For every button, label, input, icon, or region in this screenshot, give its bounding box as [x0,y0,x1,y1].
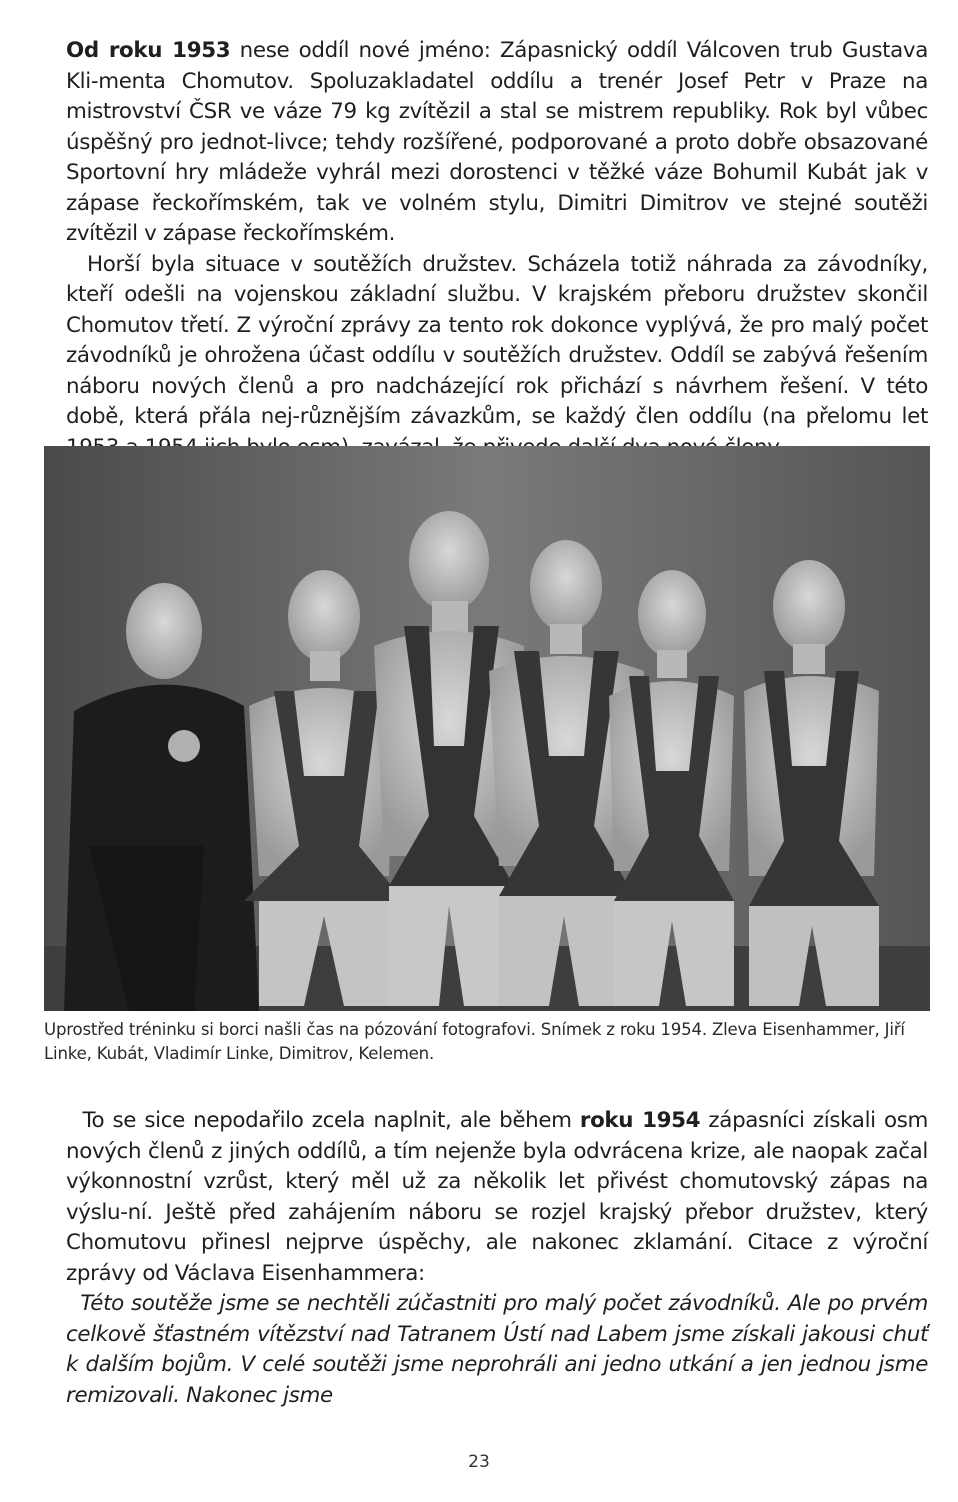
page-number: 23 [468,1452,490,1472]
photo-caption: Uprostřed tréninku si borci našli čas na pózování fotografovi. Snímek z roku 1954. Zleva Eisenhammer, Jiří Linke, Kubát, Vladimír Linke, Dimitrov, Kelemen. [44,1020,905,1063]
paragraph-3-rest: zápasníci získali osm nových členů z jiných oddílů, a tím nejenže byla odvrácena krize, ale naopak začal výkonnostní vzrůst, který měl už za několik let přivést chomutovský zápas na výslu-ní. Ještě před zahájením náboru se rozjel krajský přebor družstev, který Chomutovu přinesl nejprve úspěchy, ale nakonec zklamání. Citace z výroční zprávy od Václava Eisenhammera: [66,1108,928,1286]
paragraph-1 [66,36,928,250]
paragraph-3-start: To se sice nepodařilo zcela naplnit, ale během [82,1108,580,1133]
paragraph-2 [66,250,928,464]
paragraph-2-body: Horší byla situace v soutěžích družstev. Scházela totiž náhrada za závodníky, kteří odešli na vojenskou základní službu. V krajském přeboru družstev skončil Chomutov třetí. Z výroční zprávy za tento rok dokonce vyplývá, že pro malý počet závodníků je ohrožena účast oddílu v soutěžích družstev. Oddíl se zabývá řešením náboru nových členů a pro nadcházející rok přichází s návrhem řešení. V této době, která přála nej-různějším závazkům, se každý člen oddílu (na přelomu let [66,251,928,429]
team-photo-illustration [44,446,930,1011]
paragraph-4-quote: Této soutěže jsme se nechtěli zúčastniti pro malý počet závodníků. Ale po prvém celkově šťastném vítězství nad Tatranem Ústí nad Labem jsme získali jakousi chuť k dalším bojům. V celé soutěži jsme neprohráli ani jedno utkání a jen jednou jsme remizovali. Nakonec jsme [66,1291,928,1408]
paragraph-3-year: roku 1954 [579,1108,701,1133]
paragraph-4 [66,1289,928,1411]
bottom-text-block [66,1106,928,1411]
paragraph-1-lead: Od roku 1953 [66,38,231,63]
team-photo [44,446,930,1011]
top-text-block [66,36,928,463]
paragraph-3 [66,1106,928,1289]
paragraph-1-body: nese oddíl nové jméno: Zápasnický oddíl Válcoven trub Gustava Kli-menta Chomutov. Spoluzakladatel oddílu a trenér Josef Petr v Praze na mistrovství ČSR ve váze 79 kg zvítězil a stal se mistrem republiky. Rok byl vůbec úspěšný pro jednot-livce; tehdy rozšířené, podporované a proto dobře obsazované Sportovní hry mládeže vyhrál mezi dorostenci v těžké váze Bohumil Kubát jak v zápase řeckořímském, tak ve volném stylu, Dimitri Dimitrov ve stejné soutěži zvítězil v zápase řeckořímském. [66,38,928,246]
